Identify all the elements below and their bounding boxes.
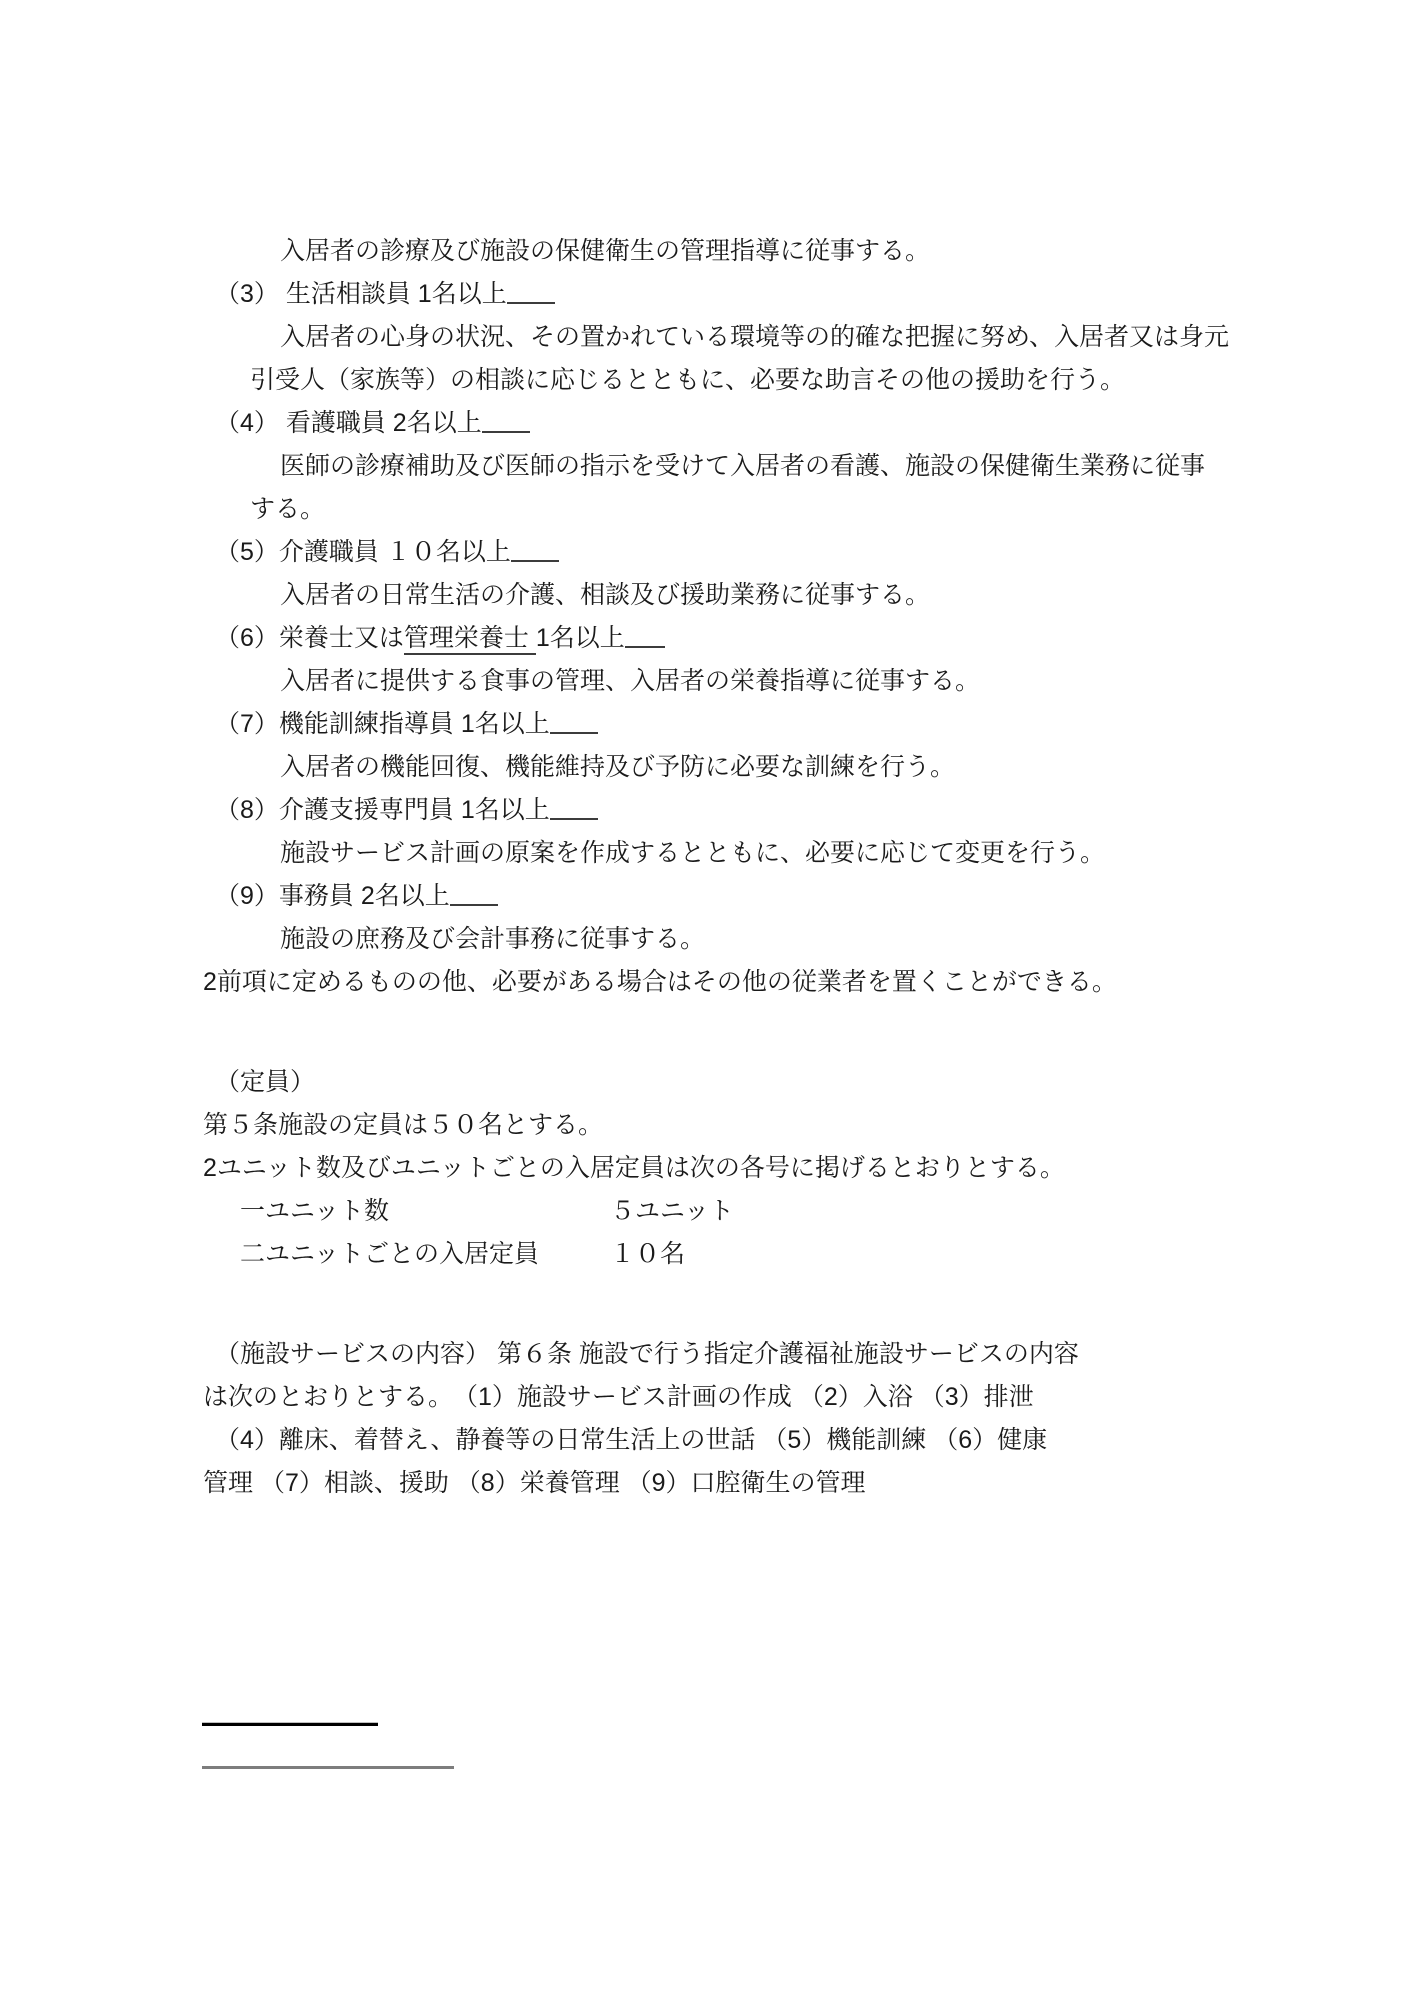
text-segment: 施設サービス計画の原案を作成するとともに、必要に応じて変更を行う。 bbox=[280, 839, 1106, 867]
unit-row-value: ５ユニット bbox=[610, 1197, 735, 1225]
text-segment: （4） 看護職員 2名以上 bbox=[215, 409, 482, 437]
text-line bbox=[0, 273, 1414, 316]
text-line bbox=[0, 230, 1414, 273]
text-segment: 施設の庶務及び会計事務に従事する。 bbox=[280, 925, 706, 953]
text-line bbox=[0, 316, 1414, 359]
unit-row-value: １０名 bbox=[610, 1240, 686, 1268]
fill-in-blank-underline bbox=[625, 646, 665, 648]
text-segment: （9）事務員 2名以上 bbox=[215, 882, 450, 910]
text-line bbox=[0, 1147, 1414, 1190]
text-segment: （7）機能訓練指導員 1名以上 bbox=[215, 710, 550, 738]
text-segment: （5）介護職員 １０名以上 bbox=[215, 538, 511, 566]
text-line bbox=[0, 574, 1414, 617]
text-line bbox=[0, 918, 1414, 961]
text-segment: 入居者の日常生活の介護、相談及び援助業務に従事する。 bbox=[280, 581, 931, 609]
text-line bbox=[0, 1233, 1414, 1276]
fill-in-blank-underline bbox=[550, 732, 598, 734]
text-segment: 医師の診療補助及び医師の指示を受けて入居者の看護、施設の保健衛生業務に従事 bbox=[280, 452, 1206, 480]
text-line bbox=[0, 1190, 1414, 1233]
text-segment: 入居者に提供する食事の管理、入居者の栄養指導に従事する。 bbox=[280, 667, 981, 695]
text-segment: （8）介護支援専門員 1名以上 bbox=[215, 796, 550, 824]
text-segment: 2ユニット数及びユニットごとの入居定員は次の各号に掲げるとおりとする。 bbox=[203, 1154, 1065, 1182]
unit-row-label: 一ユニット数 bbox=[240, 1197, 390, 1225]
text-line bbox=[0, 1376, 1414, 1419]
text-line bbox=[0, 703, 1414, 746]
text-line bbox=[0, 359, 1414, 402]
text-line bbox=[0, 832, 1414, 875]
text-segment: （4）離床、着替え、静養等の日常生活上の世話 （5）機能訓練 （6）健康 bbox=[215, 1426, 1048, 1454]
text-line bbox=[0, 1462, 1414, 1505]
blank-line bbox=[0, 1276, 1414, 1319]
text-segment: （3） 生活相談員 1名以上 bbox=[215, 280, 507, 308]
text-line bbox=[0, 746, 1414, 789]
text-segment: する。 bbox=[250, 495, 326, 523]
text-segment: 1名以上 bbox=[535, 624, 625, 652]
text-segment: 第５条施設の定員は５０名とする。 bbox=[203, 1111, 604, 1139]
text-line bbox=[0, 961, 1414, 1004]
text-segment: 入居者の診療及び施設の保健衛生の管理指導に従事する。 bbox=[280, 237, 931, 265]
text-line bbox=[0, 1104, 1414, 1147]
text-segment: （施設サービスの内容） 第６条 施設で行う指定介護福祉施設サービスの内容 bbox=[215, 1340, 1079, 1368]
fill-in-blank-underline bbox=[482, 431, 530, 433]
text-segment: （6）栄養士又は bbox=[215, 624, 404, 652]
text-segment: は次のとおりとする。 （1）施設サービス計画の作成 （2）入浴 （3）排泄 bbox=[203, 1383, 1034, 1411]
footnote-continuation-rule bbox=[202, 1766, 454, 1769]
text-line bbox=[0, 660, 1414, 703]
document-body bbox=[0, 230, 1414, 1505]
fill-in-blank-underline bbox=[507, 302, 555, 304]
text-line bbox=[0, 789, 1414, 832]
text-line bbox=[0, 488, 1414, 531]
text-line bbox=[0, 445, 1414, 488]
footnote-separator-rule bbox=[202, 1723, 378, 1726]
fill-in-blank-underline bbox=[450, 904, 498, 906]
text-line bbox=[0, 617, 1414, 660]
text-line bbox=[0, 402, 1414, 445]
text-line bbox=[0, 1061, 1414, 1104]
fill-in-blank-underline bbox=[511, 560, 559, 562]
text-segment: 2前項に定めるものの他、必要がある場合はその他の従業者を置くことができる。 bbox=[203, 968, 1117, 996]
text-line bbox=[0, 1419, 1414, 1462]
text-segment: 入居者の機能回復、機能維持及び予防に必要な訓練を行う。 bbox=[280, 753, 956, 781]
text-segment: 入居者の心身の状況、その置かれている環境等の的確な把握に努め、入居者又は身元 bbox=[280, 323, 1230, 351]
text-segment: 管理 （7）相談、援助 （8）栄養管理 （9）口腔衛生の管理 bbox=[203, 1469, 866, 1497]
text-segment: （定員） bbox=[215, 1068, 316, 1096]
text-segment: 管理栄養士 bbox=[404, 624, 536, 655]
text-line bbox=[0, 1333, 1414, 1376]
fill-in-blank-underline bbox=[550, 818, 598, 820]
text-segment: 引受人（家族等）の相談に応じるとともに、必要な助言その他の援助を行う。 bbox=[250, 366, 1126, 394]
text-line bbox=[0, 531, 1414, 574]
blank-line bbox=[0, 1004, 1414, 1047]
unit-row-label: 二ユニットごとの入居定員 bbox=[240, 1240, 540, 1268]
text-line bbox=[0, 875, 1414, 918]
